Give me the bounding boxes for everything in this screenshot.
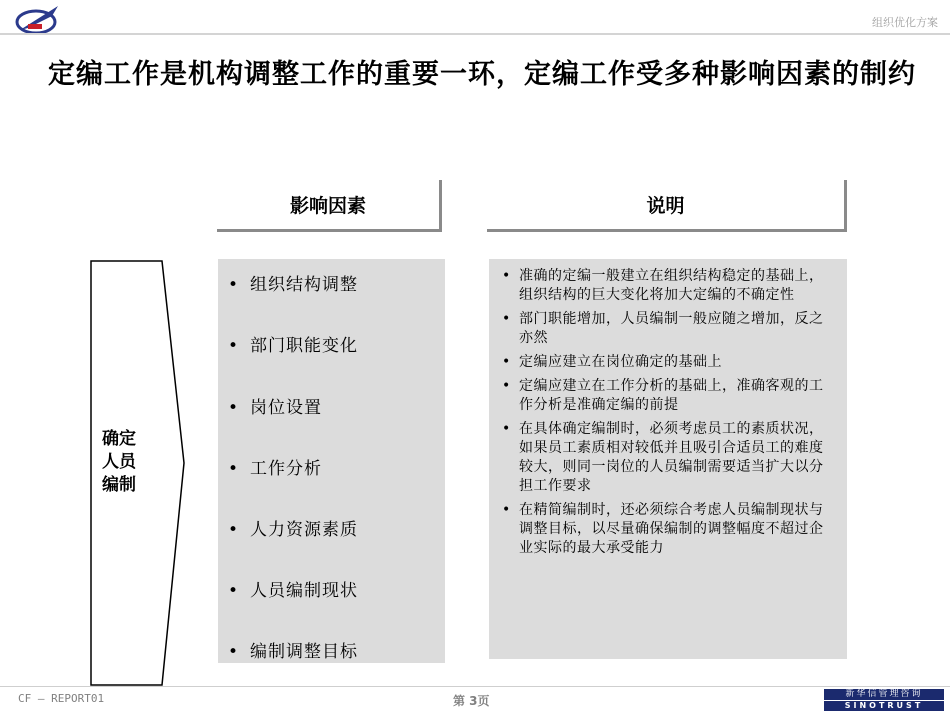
description-item: • 准确的定编一般建立在组织结构稳定的基础上，组织结构的巨大变化将加大定编的不确定性 bbox=[497, 267, 837, 305]
factor-label: 部门职能变化 bbox=[250, 336, 358, 356]
report-code: CF — REPORT01 bbox=[18, 692, 105, 705]
slide-title: 定编工作是机构调整工作的重要一环，定编工作受多种影响因素的制约 bbox=[48, 59, 916, 90]
factor-label: 人员编制现状 bbox=[250, 581, 358, 601]
factor-item: • 工作分析 bbox=[228, 459, 322, 479]
description-item: • 在具体确定编制时，必须考虑员工的素质状况，如果员工素质相对较低并且吸引合适员工的难度较大，则同一岗位的人员编制需要适当扩大以分担工作要求 bbox=[497, 420, 837, 496]
description-item: • 定编应建立在工作分析的基础上，准确客观的工作分析是准确定编的前提 bbox=[497, 377, 837, 415]
description-item: • 定编应建立在岗位确定的基础上 bbox=[497, 353, 837, 372]
factor-item: • 人力资源素质 bbox=[228, 520, 358, 540]
chevron-label-text: 确定 人员 编制 bbox=[102, 429, 136, 495]
page-number: 第 3页 bbox=[453, 694, 490, 708]
factors-panel bbox=[218, 259, 445, 663]
header-label: 组织优化方案 bbox=[872, 16, 938, 29]
factor-label: 工作分析 bbox=[250, 459, 322, 479]
brand-name-en: SINOTRUST bbox=[824, 701, 944, 711]
footer-divider bbox=[0, 686, 950, 687]
factor-item: • 部门职能变化 bbox=[228, 336, 358, 356]
description-column-header: 说明 bbox=[487, 180, 847, 232]
factor-item: • 编制调整目标 bbox=[228, 642, 358, 662]
brand-name-cn: 新华信管理咨询 bbox=[824, 689, 944, 700]
factor-item: • 岗位设置 bbox=[228, 398, 322, 418]
factor-item: • 组织结构调整 bbox=[228, 275, 358, 295]
factor-label: 人力资源素质 bbox=[250, 520, 358, 540]
factor-label: 编制调整目标 bbox=[250, 642, 358, 662]
description-item: • 部门职能增加，人员编制一般应随之增加，反之亦然 bbox=[497, 310, 837, 348]
factor-label: 岗位设置 bbox=[250, 398, 322, 418]
factor-label: 组织结构调整 bbox=[250, 275, 358, 295]
description-item: • 在精简编制时，还必须综合考虑人员编制现状与调整目标，以尽量确保编制的调整幅度不超过企业实际的最大承受能力 bbox=[497, 501, 837, 558]
description-list bbox=[489, 259, 847, 558]
company-logo bbox=[14, 4, 62, 36]
brand-logo bbox=[824, 689, 944, 711]
description-panel bbox=[489, 259, 847, 659]
factors-column-header: 影响因素 bbox=[217, 180, 442, 232]
factor-item: • 人员编制现状 bbox=[228, 581, 358, 601]
chevron-label bbox=[102, 428, 136, 497]
header-divider bbox=[0, 33, 950, 35]
